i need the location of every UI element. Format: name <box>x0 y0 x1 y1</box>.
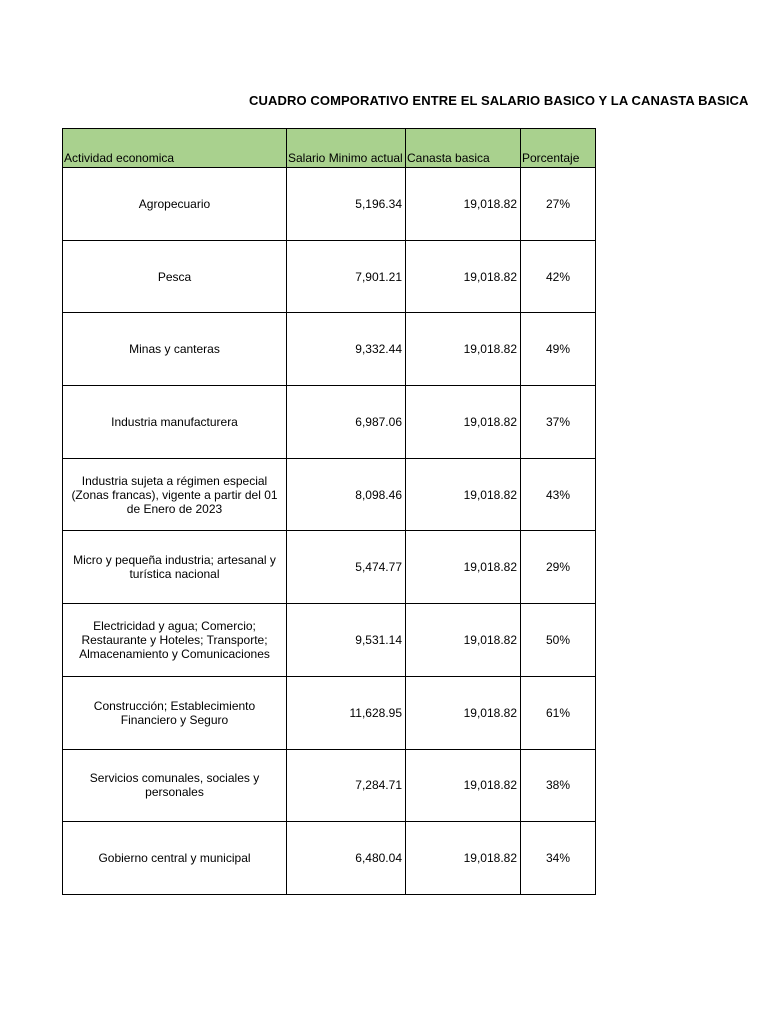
cell-activity[interactable]: Minas y canteras <box>63 313 287 386</box>
cell-percent[interactable]: 50% <box>521 604 596 677</box>
cell-activity[interactable]: Industria sujeta a régimen especial (Zonas francas), vigente a partir del 01 de Enero de 2023 <box>63 458 287 531</box>
cell-salary[interactable]: 6,987.06 <box>287 386 406 459</box>
table-row <box>63 604 596 677</box>
cell-percent[interactable]: 49% <box>521 313 596 386</box>
cell-basket[interactable]: 19,018.82 <box>406 531 521 604</box>
sheet-title: CUADRO COMPORATIVO ENTRE EL SALARIO BASICO Y LA CANASTA BASICA <box>249 93 749 108</box>
header-activity[interactable]: Actividad economica <box>63 129 287 168</box>
table-row <box>63 168 596 241</box>
table-row <box>63 749 596 822</box>
cell-salary[interactable]: 5,196.34 <box>287 168 406 241</box>
cell-percent[interactable]: 29% <box>521 531 596 604</box>
cell-activity[interactable]: Construcción; Establecimiento Financiero y Seguro <box>63 676 287 749</box>
cell-salary[interactable]: 9,332.44 <box>287 313 406 386</box>
cell-percent[interactable]: 61% <box>521 676 596 749</box>
cell-basket[interactable]: 19,018.82 <box>406 386 521 459</box>
cell-activity[interactable]: Micro y pequeña industria; artesanal y turística nacional <box>63 531 287 604</box>
cell-activity[interactable]: Electricidad y agua; Comercio; Restaurante y Hoteles; Transporte; Almacenamiento y Comunicaciones <box>63 604 287 677</box>
cell-salary[interactable]: 8,098.46 <box>287 458 406 531</box>
table-header-row <box>63 129 596 168</box>
cell-basket[interactable]: 19,018.82 <box>406 604 521 677</box>
table-row <box>63 531 596 604</box>
table-row <box>63 386 596 459</box>
cell-activity[interactable]: Agropecuario <box>63 168 287 241</box>
table-row <box>63 458 596 531</box>
cell-percent[interactable]: 37% <box>521 386 596 459</box>
cell-basket[interactable]: 19,018.82 <box>406 313 521 386</box>
cell-activity[interactable]: Gobierno central y municipal <box>63 822 287 895</box>
header-basket[interactable]: Canasta basica <box>406 129 521 168</box>
cell-salary[interactable]: 9,531.14 <box>287 604 406 677</box>
cell-activity[interactable]: Industria manufacturera <box>63 386 287 459</box>
table-row <box>63 676 596 749</box>
cell-activity[interactable]: Pesca <box>63 240 287 313</box>
cell-salary[interactable]: 7,284.71 <box>287 749 406 822</box>
cell-percent[interactable]: 42% <box>521 240 596 313</box>
header-percent[interactable]: Porcentaje <box>521 129 596 168</box>
cell-activity[interactable]: Servicios comunales, sociales y personales <box>63 749 287 822</box>
cell-basket[interactable]: 19,018.82 <box>406 749 521 822</box>
cell-basket[interactable]: 19,018.82 <box>406 676 521 749</box>
cell-salary[interactable]: 7,901.21 <box>287 240 406 313</box>
cell-percent[interactable]: 43% <box>521 458 596 531</box>
cell-basket[interactable]: 19,018.82 <box>406 822 521 895</box>
cell-basket[interactable]: 19,018.82 <box>406 458 521 531</box>
cell-percent[interactable]: 27% <box>521 168 596 241</box>
comparison-table <box>62 128 596 895</box>
cell-basket[interactable]: 19,018.82 <box>406 240 521 313</box>
cell-salary[interactable]: 6,480.04 <box>287 822 406 895</box>
cell-salary[interactable]: 5,474.77 <box>287 531 406 604</box>
table-row <box>63 313 596 386</box>
table-row <box>63 240 596 313</box>
header-salary[interactable]: Salario Minimo actual <box>287 129 406 168</box>
cell-percent[interactable]: 34% <box>521 822 596 895</box>
cell-basket[interactable]: 19,018.82 <box>406 168 521 241</box>
cell-salary[interactable]: 11,628.95 <box>287 676 406 749</box>
table-row <box>63 822 596 895</box>
cell-percent[interactable]: 38% <box>521 749 596 822</box>
